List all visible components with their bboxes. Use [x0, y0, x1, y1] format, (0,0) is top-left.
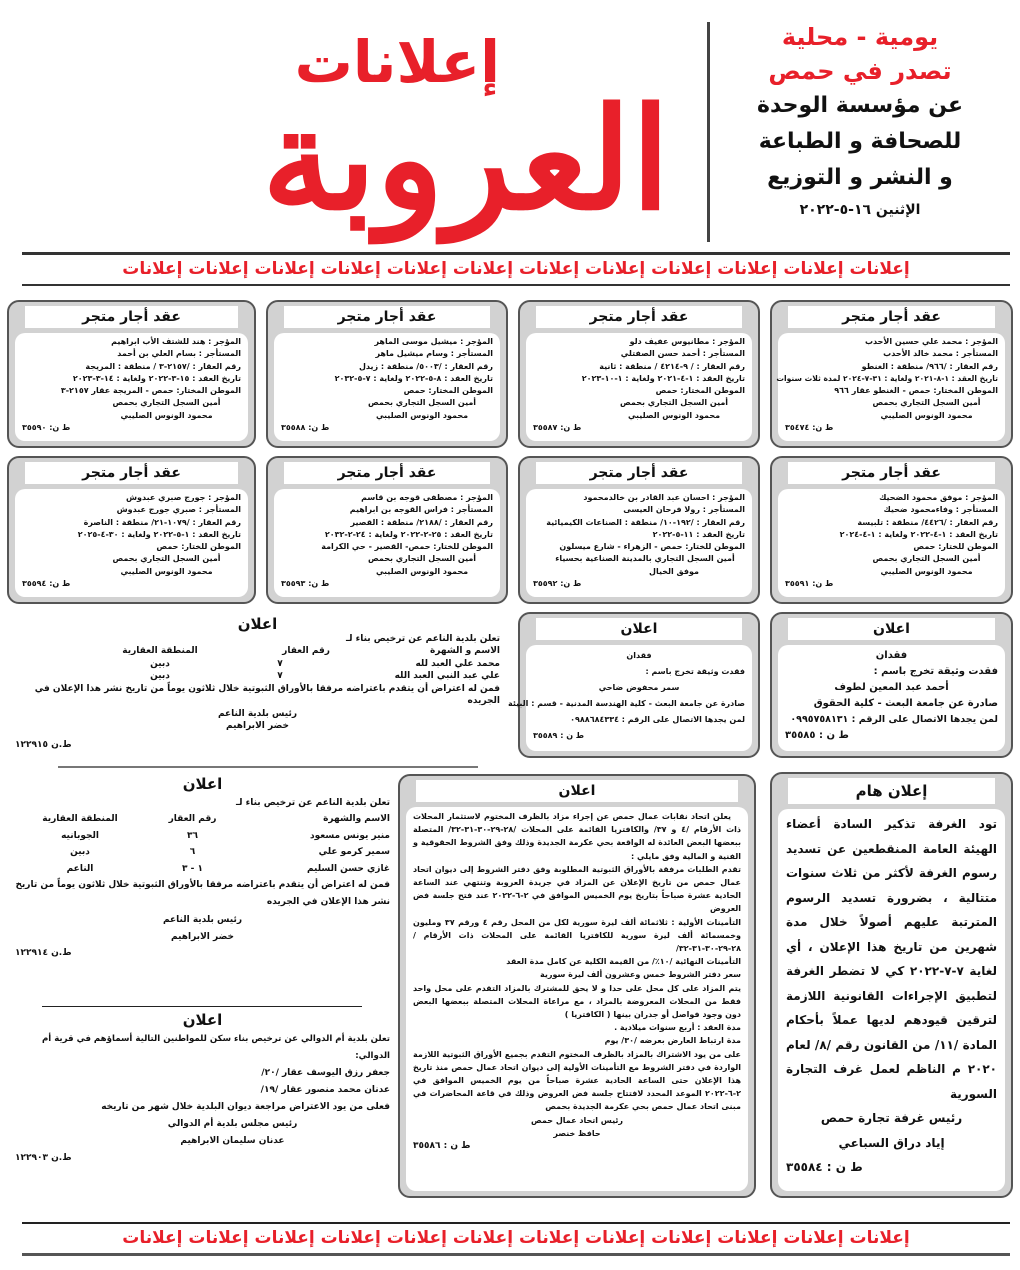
contract-dates: تاريخ العقد : ١-٥-٢٠٢٢ ولغاية : ٣٠-٤-٢٠٢٥	[77, 529, 241, 539]
lessor: المؤجر : ميشيل موسى الماهر	[374, 337, 493, 346]
paragraph: يتم المزاد على كل محل على حدا و لا يحق للمشترك بالمزاد التقدم على محل واحد فقط من المحلات المعروضة بالمزاد ، مع مراعاة المحلات المتصلة ببعضها البعض دون وجود فواصل أو جدران بينها ( الكافتريا )	[413, 983, 741, 1020]
contract-title: عقد أجار متجر	[536, 306, 742, 328]
table-row: غازي حسن السليم ١ - ٣ الناعم	[66, 863, 390, 874]
divider	[58, 766, 478, 768]
contract-box	[7, 456, 256, 604]
lost-owner-name: أحمد عبد المعين لطوف	[834, 682, 949, 693]
contract-box	[518, 456, 760, 604]
notice-heading: فقدان	[875, 650, 908, 661]
contract-dates: تاريخ العقد : ١١-٥-٢٠٢٢	[652, 529, 745, 539]
lessee: المستأجر : أحمد حسن الصفتلي	[620, 349, 745, 359]
domicile: الموطن للختار: حمص - الزهراء - شارع ميسلون	[559, 542, 745, 552]
signature-name: محمود الونوس الصليبي	[880, 410, 973, 420]
contract-title: عقد أجار متجر	[284, 306, 490, 328]
newspaper-logo	[20, 15, 690, 240]
paragraph: تقدم الطلبات مرفقة بالأوراق الثبوتية المطلوبة وفق دفتر الشروط إلى ديوان اتحاد عمال حمص من تاريخ الإعلان عن المزاد في جريدة العروبة وتنتهي عند الساعة الحادية عشرة صباحاً بتاريخ يوم الخميس الموافق في ٢-٦-٢٠٢٢ عند فتح جلسة فض العروض	[413, 864, 741, 914]
notice-heading: فقدان	[626, 651, 652, 660]
reference-number: ط.ن ١٢٢٩١٤	[15, 948, 72, 958]
reference-number: ط ن: ٣٥٥٩٢	[533, 579, 582, 589]
contract-title: عقد أجار متجر	[25, 462, 238, 484]
publisher-line-3: و النشر و التوزيع	[767, 165, 953, 190]
banner-text: إعلانات إعلانات إعلانات إعلانات إعلانات إعلانات إعلانات إعلانات إعلانات إعلانات إعلانات إعلانات	[122, 1228, 910, 1248]
notice-title: اعلان	[788, 618, 995, 640]
signature-title: رئيس بلدية الناعم	[162, 915, 243, 925]
signature-title: أمين السجل التجاري بالمدينة الصناعية بحسياء	[555, 554, 735, 564]
tagline-daily: يومية - محلية	[781, 23, 939, 51]
signature-title: رئيس غرفة تجارة حمص	[820, 1111, 963, 1125]
paragraph: التأمينات النهائية /١٠٪/ من القيمة الكلية عن كامل مدة العقد	[506, 957, 741, 967]
objection-text: فمن له اعتراض أن يتقدم باعتراضه مرفقا بالأوراق الثبوتية خلال ثلاثون يوماً من تاريخ نشر هذا الإعلان في الجريده	[15, 880, 390, 907]
table-row: منير يونس مسعود ٣٦ الجوبانيه	[61, 830, 390, 841]
notice-intro: تعلن بلدية الناعم عن ترخيص بناء لـ	[346, 633, 500, 644]
contract-box	[770, 456, 1013, 604]
reference-number: ط ن: ٣٥٥٩٣	[281, 579, 330, 589]
notice-line: فقدت وثيقة تخرج باسم :	[645, 667, 745, 676]
reference-number: ط ن: ٣٥٥٨٧	[533, 423, 582, 433]
masthead-divider	[707, 22, 710, 242]
lessor: المؤجر : احسان عبد القادر بن خالدمحمود	[583, 493, 745, 502]
contract-box	[266, 300, 508, 448]
signature-name: حافظ خنصر	[553, 1128, 601, 1138]
reference-number: ط ن: ٣٥٥٩٠	[22, 423, 71, 433]
notice-title: اعلان	[416, 780, 738, 802]
signature-name: عدنان سليمان الابراهيم	[180, 1136, 285, 1146]
dawali-notice	[15, 1012, 390, 1167]
loss-notice	[508, 612, 760, 758]
notice-intro: تعلن بلدية الناعم عن ترخيص بناء لـ	[236, 797, 390, 808]
signature-title: أمين السجل التجاري بحمص	[872, 554, 981, 564]
reference-number: ط ن: ٣٥٤٧٤	[785, 423, 834, 433]
signature-name: موفق الخيال	[649, 566, 699, 576]
issuer: صادرة عن جامعة البعث - كلية الهندسة المدنية - قسم : البيئة	[508, 699, 745, 708]
table-header: الاسم والشهرة رقم العقار المنطقة العقارية	[42, 814, 390, 824]
table-row: محمد علي العبد لله ٧ دبين	[150, 658, 500, 669]
contract-box	[770, 300, 1013, 448]
lessor: المؤجر : محمد علي حسين الأحدب	[864, 337, 998, 346]
property: رقم العقار : /٢١٨٨/ منطقة : القصير	[350, 517, 493, 527]
contact: لمن يجدها الاتصال على الرقم : ٠٩٩٥٧٥٨١٣١	[790, 714, 998, 725]
contract-dates: تاريخ العقد : ٢٥-٢-٢٠٢٢ ولغاية : ٢٤-٢-٢٠٣٢	[324, 529, 493, 539]
reference-number: ط.ن ١٢٢٩١٥	[15, 739, 72, 750]
reference-number: ط.ن ١٢٢٩٠٣	[15, 1153, 72, 1163]
lessee: المستأجر : محمد خالد الأحدب	[883, 349, 998, 359]
list-item: عدنان محمد منصور عقار /١٩/	[260, 1085, 390, 1095]
contract-dates: تاريخ العقد : ١-٤-٢٠٢٢ ولغاية : ١-٤-٢٠٢٤	[839, 529, 998, 539]
contract-dates: تاريخ العقد : ٨-٥-٢٠٢٢ ولغاية : ٧-٥-٢٠٣٢	[334, 373, 493, 383]
paragraph: سعر دفتر الشروط خمس وعشرون ألف ليرة سورية	[540, 970, 741, 980]
domicile: الموطن للختار: حمص	[913, 542, 998, 552]
signature-name: إياد دراق السباعي	[838, 1135, 945, 1150]
property: رقم العقار : /٩٦٦/ منطقة : الغنطو	[861, 361, 998, 371]
issuer: صادرة عن جامعة البعث - كلية الحقوق	[813, 698, 998, 709]
signature-title: أمين السجل التجاري بحمص	[367, 398, 477, 408]
naem-notice-1	[15, 615, 500, 751]
property: رقم العقار : /١٩٢-١٠/ منطقة : الصناعات الكيميائية	[546, 517, 745, 527]
domicile: الموطن المختار: حمص - الغنطو عقار ٩٦٦	[834, 386, 998, 396]
logo-subtitle: إعلانات	[294, 28, 500, 96]
contract-box	[266, 456, 508, 604]
notice-title: اعلان	[182, 775, 223, 793]
contract-title: عقد أجار متجر	[788, 306, 995, 328]
lessee: المستأجر : رولا فرحان العيسى	[623, 505, 745, 515]
list-item: جعفر رزق اليوسف عقار /٢٠/	[261, 1068, 390, 1078]
domicile: الموطن المختار: حمص	[403, 386, 493, 396]
domicile: الموطن للختار: حمص- القصير - حي الكرامة	[321, 542, 493, 552]
signature-title: أمين السجل التجاري بحمص	[112, 554, 221, 564]
signature-name: محمود الونوس الصليبي	[627, 410, 721, 420]
paragraph: مدة ارتباط العارض بعرضه /٣٠/ يوم	[604, 1036, 741, 1046]
reference-number: ط ن : ٣٥٥٨٤	[786, 1160, 863, 1174]
signature-name: خضر الابراهيم	[226, 721, 289, 731]
signature-title: أمين السجل التجاري بحمص	[619, 398, 729, 408]
signature-name: محمود الونوس الصليبي	[375, 566, 469, 576]
lessor: المؤجر : مطانيوس عفيف دلو	[629, 337, 745, 346]
domicile: الموطن المختار: حمص - المريجة عقار ٢١٥٧-٣	[60, 386, 241, 396]
notice-line: فقدت وثيقة تخرج باسم :	[873, 666, 998, 677]
lessor: المؤجر : مصطفى قوجه بن قاسم	[361, 493, 493, 502]
masthead-info	[715, 20, 1005, 218]
contract-box	[7, 300, 256, 448]
property: رقم العقار : /١٠٧٩-٢١/ منطقة : الناصرة	[83, 517, 241, 527]
signature-name: محمود الونوس الصليبي	[880, 566, 973, 576]
publisher-line-1: عن مؤسسة الوحدة	[756, 93, 964, 118]
property: رقم العقار : /٢١٥٧-٣ / منطقة : المريجة	[85, 361, 241, 371]
paragraph: مدة العقد : أربع سنوات ميلادية .	[614, 1023, 741, 1033]
domicile: الموطن للختار: حمص	[156, 542, 241, 552]
signature-title: رئيس بلدية الناعم	[217, 708, 298, 719]
signature-title: رئيس مجلس بلدية أم الدوالي	[167, 1119, 298, 1129]
notice-title: اعلان	[237, 615, 278, 633]
signature-name: محمود الونوس الصليبي	[375, 410, 469, 420]
notice-title: اعلان	[536, 618, 742, 640]
notice-intro: تعلن بلدية أم الدوالي عن ترخيص بناء سكن للمواطنين التالية أسماؤهم في قرية أم الدوالي:	[41, 1034, 390, 1061]
signature-title: رئيس اتحاد عمال حمص	[531, 1115, 623, 1125]
reference-number: ط ن: ٣٥٥٩١	[785, 579, 834, 589]
logo-title: العروبة	[262, 78, 670, 242]
paragraph: يعلن اتحاد نقابات عمال حمص عن إجراء مزاد بالظرف المختوم لاستثمار المحلات ذات الأرقام /٤ و ٣٧/ والكافتريا القائمة على المحلات /٢٨-٢٩-٣٠-٣١-٣٢/ المتصلة ببعضها البعض العائدة له الواقعة بحي عكرمة الجديدة وذلك وفق الشروط الحقوقية و الفنية و المالية وفق مايلي :	[413, 812, 742, 861]
notice-title: إعلان هام	[788, 778, 995, 804]
loss-notice	[770, 612, 1013, 758]
publisher-line-2: للصحافة و الطباعة	[758, 129, 962, 154]
signature-name: محمود الونوس الصليبي	[120, 566, 213, 576]
contract-title: عقد أجار متجر	[536, 462, 742, 484]
contract-dates: تاريخ العقد : ١-٤-٢٠٢١ ولغاية : ١-١٠-٢٠٢٣	[581, 373, 745, 383]
lessor: المؤجر : هند للشتف الأب ابراهيم	[111, 337, 241, 346]
paragraph: التأمينات الأولية : ثلاثمائة ألف ليرة سورية لكل من المحل رقم ٤ ورقم ٣٧ ومليون وخمسمائة ألف ليرة سورية للكافتريا القائمة على المحلات ذات الأرقام /٢٨-٢٩-٣٠-٣١-٣٢/	[413, 917, 741, 954]
signature-title: أمين السجل التجاري بحمص	[112, 398, 221, 408]
reference-number: ط ن : ٣٥٥٨٩	[533, 731, 585, 740]
banner-text: إعلانات إعلانات إعلانات إعلانات إعلانات إعلانات إعلانات إعلانات إعلانات إعلانات إعلانات إعلانات	[122, 259, 910, 279]
reference-number: ط ن : ٣٥٥٨٦	[413, 1141, 471, 1152]
table-row: علي عبد النبي العبد الله ٧ دبين	[150, 671, 500, 681]
notice-body: تود الغرفة تذكير السادة أعضاء الهيئة العامة المنقطعين عن تسديد رسوم الغرفة لأكثر من ثلاث سنوات متتالية ، بضرورة تسديد الرسوم المترتبة عليهم أصولاً خلال مدة شهرين من تاريخ هذا الإعلان ، أي لغاية ٧-٧-٢٠٢٢ كي لا تضطر الغرفة لتطبيق الإجراءات القانونية اللازمة لترقين قيودهم لديها عملاً بأحكام المادة /١١/ من القانون رقم /٨/ لعام ٢٠٢٠ م الناظم لعمل غرف التجارة السورية	[786, 817, 997, 1101]
lessee: المستأجر : صبري جورج عبدوش	[116, 505, 241, 515]
property: رقم العقار : / ٩-٤٢١٤ / منطقة : ثانية	[599, 361, 745, 371]
contract-dates: تاريخ العقد : ١-٨-٢٠٢١ ولغاية : ٣١-٧-٢٠٢٤ لمدة ثلاث سنوات	[776, 373, 998, 383]
paragraph: على من يود الاشتراك بالمزاد بالظرف المختوم التقدم بجميع الأوراق الثبوتية اللازمة الواردة في دفتر الشروط مع التأمينات الأولية إلى ديوان اتحاد عمال حمص منذ تاريخ هذا الإعلان حتى الساعة الحادية عشرة صباحاً من يوم الخميس الموافق في ٢-٦-٢٠٢٢ الموعد المحدد لافتتاح جلسة فض العروض وذلك في قاعة المحاضرات في مبنى اتحاد عمال حمص بحي عكرمة الجديدة بحمص	[413, 1049, 741, 1112]
lessee: المستأجر : فراس القوجه بن ابراهيم	[349, 505, 493, 515]
signature-title: أمين السجل التجاري بحمص	[872, 398, 981, 408]
lessor: المؤجر : جورج صبري عبدوش	[125, 493, 241, 502]
contract-title: عقد أجار متجر	[284, 462, 490, 484]
contract-dates: تاريخ العقد : ١٥-٣-٢٠٢٢ ولغاية : ١٤-٣-٢٠٢٣	[72, 373, 241, 383]
naem-notice-2	[15, 776, 390, 962]
notice-title: اعلان	[182, 1011, 223, 1029]
signature-name: خضر الابراهيم	[171, 931, 234, 942]
contract-title: عقد أجار متجر	[788, 462, 995, 484]
contract-box	[518, 300, 760, 448]
table-row: سمير كرمو علي ٦ دبين	[70, 847, 390, 857]
reference-number: ط ن: ٣٥٥٩٤	[22, 579, 71, 589]
objection-text: فعلى من يود الاعتراض مراجعة ديوان البلدية خلال شهر من تاريخه	[101, 1102, 390, 1112]
union-auction-notice	[398, 774, 756, 1198]
domicile: الموطن المختار: حمص	[655, 386, 745, 396]
reference-number: ط ن : ٣٥٥٨٥	[785, 730, 849, 741]
lessee: المستأجر : وسام ميشيل ماهر	[375, 349, 493, 359]
signature-name: محمود الونوس الصليبي	[120, 410, 213, 420]
contact: لمن يجدها الاتصال على الرقم : ٠٩٨٨٦٨٤٣٣٤	[570, 715, 745, 724]
signature-title: أمين السجل التجاري بحمص	[367, 554, 477, 564]
lessee: المستأجر : بسام العلي بن أحمد	[117, 349, 241, 359]
property: رقم العقار : /٤٤٢٦/ منطقة : تلبيسة	[857, 517, 998, 527]
objection-text: فمن له اعتراض أن يتقدم باعتراضه مرفقا بالأوراق الثبوتية خلال ثلاثون يوماً من تاريخ نشر هذا الإعلان في الجريده	[34, 683, 500, 706]
lost-owner-name: سمر محفوض ضاحي	[598, 683, 680, 692]
chamber-important-notice	[770, 772, 1013, 1198]
lessee: المستأجر : وفاءمحمود ضحيك	[883, 505, 998, 515]
ads-banner-top	[22, 252, 1010, 286]
table-header: الاسم و الشهرة رقم العقار المنطقة العقارية	[122, 646, 500, 656]
divider	[42, 1006, 362, 1007]
tagline-city: تصدر في حمص	[768, 57, 952, 85]
contract-title: عقد أجار متجر	[25, 306, 238, 328]
ads-banner-bottom	[22, 1222, 1010, 1256]
issue-date: الإثنين ١٦-٥-٢٠٢٢	[799, 202, 921, 218]
property: رقم العقار : /٥٠٠٣/ منطقة : زيدل	[358, 361, 493, 371]
lessor: المؤجر : موفق محمود الضحيك	[879, 493, 998, 502]
reference-number: ط ن: ٣٥٥٨٨	[281, 423, 330, 433]
